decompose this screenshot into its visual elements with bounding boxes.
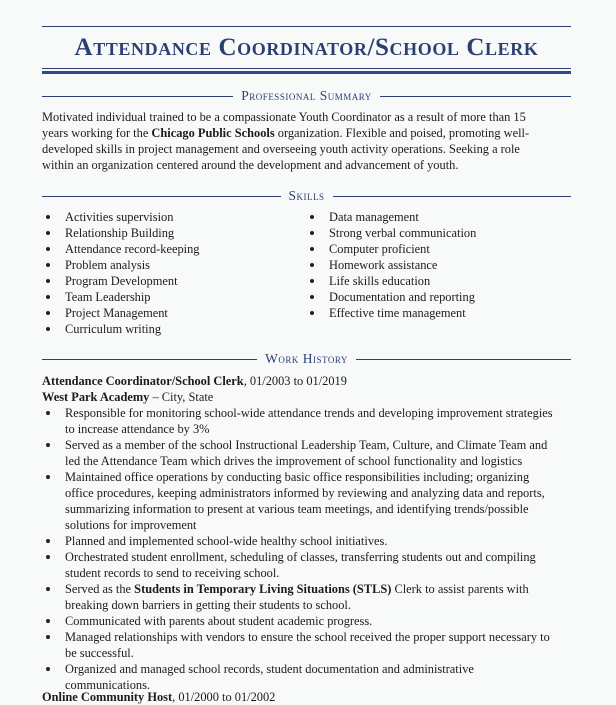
responsibility-text: Served as the bbox=[65, 582, 135, 596]
section-title: Professional Summary bbox=[241, 88, 372, 103]
header-bottom-rule-thick bbox=[42, 71, 571, 74]
bullet-icon bbox=[46, 263, 50, 267]
skill-label: Effective time management bbox=[329, 306, 466, 320]
skills-list-left bbox=[42, 209, 200, 337]
bullet-icon bbox=[46, 475, 50, 479]
responsibility-item bbox=[42, 581, 555, 613]
skill-item bbox=[42, 305, 200, 321]
skill-item bbox=[42, 225, 200, 241]
job-company-line bbox=[42, 389, 571, 405]
skill-label: Curriculum writing bbox=[65, 322, 162, 336]
bullet-icon bbox=[46, 279, 50, 283]
skill-item bbox=[42, 257, 200, 273]
section-title: Work History bbox=[265, 351, 348, 366]
responsibility-text: Planned and implemented school-wide healthy school initiatives. bbox=[65, 534, 388, 548]
bullet-icon bbox=[46, 539, 50, 543]
skill-item bbox=[306, 257, 476, 273]
skill-label: Computer proficient bbox=[329, 242, 430, 256]
responsibility-text: Maintained office operations by conducting basic office responsibilities including; organizing office procedures, keeping administrators informed by reviewing and analyzing data and reports, summarizing information to present at various team meetings, and identifying trends/possible solutions for improvement bbox=[65, 470, 545, 532]
skill-label: Homework assistance bbox=[329, 258, 438, 272]
skill-label: Relationship Building bbox=[65, 226, 175, 240]
bullet-icon bbox=[46, 411, 50, 415]
bullet-icon bbox=[310, 295, 314, 299]
job-entry bbox=[42, 373, 571, 693]
skill-label: Team Leadership bbox=[65, 290, 151, 304]
bullet-icon bbox=[310, 311, 314, 315]
responsibility-item bbox=[42, 549, 555, 581]
resume-title: Attendance Coordinator/School Clerk bbox=[74, 34, 539, 61]
skill-item bbox=[42, 289, 200, 305]
bullet-icon bbox=[310, 263, 314, 267]
responsibility-item bbox=[42, 629, 555, 661]
skill-label: Problem analysis bbox=[65, 258, 151, 272]
job-title: Attendance Coordinator/School Clerk bbox=[42, 374, 244, 388]
summary-organization: Chicago Public Schools bbox=[151, 126, 275, 140]
bullet-icon bbox=[46, 247, 50, 251]
responsibility-item bbox=[42, 533, 555, 549]
summary-text-end: organization. Flexible and poised, promoting well-developed skills in project management and overseeing youth activity operations. Seeking a role within an organization centered around the development and advancement of youth. bbox=[42, 126, 530, 172]
job-title-line bbox=[42, 373, 571, 389]
responsibility-text: Served as a member of the school Instructional Leadership Team, Culture, and Climate Team and led the Attendance Team which drives the improvement of school functionality and logistics bbox=[65, 438, 548, 468]
job-responsibilities bbox=[42, 405, 571, 693]
header-bottom-rule-thin bbox=[42, 68, 571, 69]
responsibility-text: Managed relationships with vendors to ensure the school received the proper support necessary to be successful. bbox=[65, 630, 550, 660]
responsibility-text: Organized and managed school records, student documentation and administrative communications. bbox=[65, 662, 474, 692]
skill-label: Attendance record-keeping bbox=[65, 242, 200, 256]
responsibility-item bbox=[42, 405, 555, 437]
bullet-icon bbox=[310, 231, 314, 235]
bullet-icon bbox=[46, 231, 50, 235]
job-company: West Park Academy bbox=[42, 390, 150, 404]
bullet-icon bbox=[46, 311, 50, 315]
job-title: Online Community Host bbox=[42, 690, 173, 704]
skill-item bbox=[306, 289, 476, 305]
skill-label: Documentation and reporting bbox=[329, 290, 475, 304]
skill-label: Strong verbal communication bbox=[329, 226, 477, 240]
skill-item bbox=[42, 241, 200, 257]
header-top-rule bbox=[42, 26, 571, 27]
heading-rule-right bbox=[380, 96, 571, 97]
skill-label: Program Development bbox=[65, 274, 178, 288]
heading-rule-left bbox=[42, 196, 281, 197]
bullet-icon bbox=[46, 295, 50, 299]
responsibility-text: Communicated with parents about student academic progress. bbox=[65, 614, 373, 628]
bullet-icon bbox=[46, 215, 50, 219]
bullet-icon bbox=[46, 443, 50, 447]
skills-heading bbox=[42, 188, 571, 204]
responsibility-item bbox=[42, 613, 555, 629]
heading-rule-right bbox=[333, 196, 572, 197]
skill-label: Life skills education bbox=[329, 274, 431, 288]
skill-item bbox=[306, 225, 476, 241]
professional-summary-heading bbox=[42, 88, 571, 104]
skill-item bbox=[42, 321, 200, 337]
heading-rule-right bbox=[356, 359, 571, 360]
responsibility-item bbox=[42, 437, 555, 469]
skill-item bbox=[306, 241, 476, 257]
responsibility-text: Orchestrated student enrollment, scheduling of classes, transferring students out and compiling student records to send to receiving school. bbox=[65, 550, 536, 580]
skill-item bbox=[42, 209, 200, 225]
job-title-line bbox=[42, 689, 571, 705]
skills-list-right bbox=[306, 209, 476, 321]
bullet-icon bbox=[310, 215, 314, 219]
skill-item bbox=[306, 305, 476, 321]
job-entry bbox=[42, 689, 571, 705]
skill-label: Data management bbox=[329, 210, 419, 224]
skill-label: Activities supervision bbox=[65, 210, 174, 224]
professional-summary-text bbox=[42, 109, 542, 173]
bullet-icon bbox=[310, 247, 314, 251]
bullet-icon bbox=[310, 279, 314, 283]
work-history-heading bbox=[42, 351, 571, 367]
heading-rule-left bbox=[42, 359, 257, 360]
bullet-icon bbox=[46, 327, 50, 331]
bullet-icon bbox=[46, 667, 50, 671]
job-dates: , 01/2000 to 01/2002 bbox=[172, 690, 276, 704]
responsibility-text: Clerk to assist parents with breaking down barriers in getting their students to school. bbox=[65, 582, 529, 612]
responsibility-item bbox=[42, 469, 555, 533]
skill-item bbox=[306, 209, 476, 225]
responsibility-text: Responsible for monitoring school-wide attendance trends and developing improvement strategies to increase attendance by 3% bbox=[65, 406, 553, 436]
skill-label: Project Management bbox=[65, 306, 168, 320]
skill-item bbox=[42, 273, 200, 289]
job-dates: , 01/2003 to 01/2019 bbox=[243, 374, 347, 388]
summary-text-start: Motivated individual trained to be a compassionate Youth Coordinator as a result of more than 15 years working for the bbox=[42, 110, 526, 140]
heading-rule-left bbox=[42, 96, 233, 97]
bullet-icon bbox=[46, 635, 50, 639]
job-location: – City, State bbox=[149, 390, 214, 404]
skill-item bbox=[306, 273, 476, 289]
section-title: Skills bbox=[288, 188, 325, 203]
bullet-icon bbox=[46, 619, 50, 623]
bullet-icon bbox=[46, 555, 50, 559]
bullet-icon bbox=[46, 587, 50, 591]
responsibility-emphasis: Students in Temporary Living Situations (STLS) bbox=[134, 582, 392, 596]
